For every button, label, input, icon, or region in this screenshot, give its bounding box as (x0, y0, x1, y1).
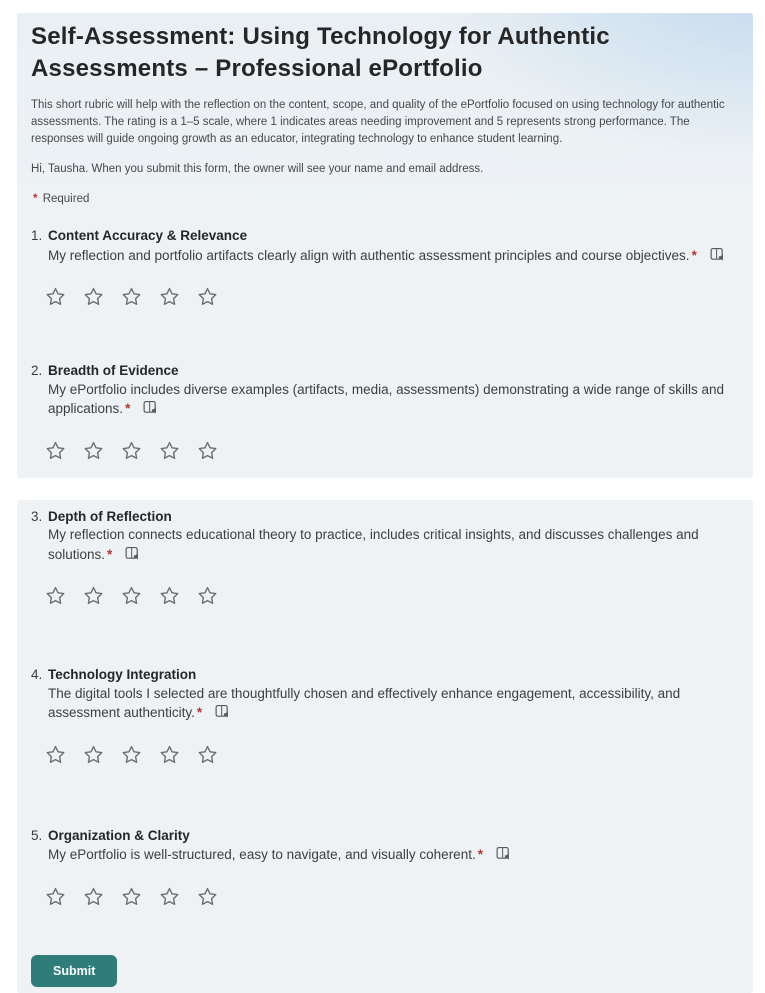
form-title: Self-Assessment: Using Technology for Authentic Assessments – Professional ePortfolio (31, 23, 610, 82)
question-block-5 (31, 827, 733, 907)
question-text-body: My ePortfolio is well-structured, easy to navigate, and visually coherent. (48, 847, 476, 863)
immersive-reader-icon[interactable] (124, 545, 141, 567)
required-asterisk: * (33, 193, 38, 206)
required-asterisk: * (107, 546, 113, 562)
question-number: 4. (31, 667, 43, 683)
star-rating-icon[interactable] (83, 744, 104, 765)
required-asterisk: * (125, 401, 131, 417)
star-rating-icon[interactable] (45, 585, 66, 606)
question-text-body: The digital tools I selected are thoughtfully chosen and effectively enhance engagement, accessibility, and assessment authenticity. (48, 685, 681, 721)
star-rating-group (45, 744, 733, 765)
signed-in-greeting: Hi, Tausha. When you submit this form, the owner will see your name and email address. (31, 163, 484, 176)
star-rating-icon[interactable] (45, 286, 66, 307)
star-rating-group (45, 440, 733, 461)
star-rating-icon[interactable] (121, 886, 142, 907)
question-title: Breadth of Evidence (48, 363, 179, 379)
star-rating-icon[interactable] (159, 744, 180, 765)
star-rating-icon[interactable] (45, 886, 66, 907)
immersive-reader-icon[interactable] (142, 399, 159, 421)
form-header-card (17, 13, 753, 478)
question-title: Organization & Clarity (48, 827, 190, 843)
star-rating-icon[interactable] (159, 440, 180, 461)
star-rating-icon[interactable] (197, 286, 218, 307)
question-text (48, 381, 728, 422)
question-text (48, 685, 728, 726)
submit-button[interactable]: Submit (31, 955, 117, 987)
star-rating-icon[interactable] (197, 585, 218, 606)
star-rating-icon[interactable] (197, 886, 218, 907)
star-rating-icon[interactable] (45, 440, 66, 461)
immersive-reader-icon[interactable] (214, 703, 231, 725)
required-asterisk: * (196, 705, 203, 721)
required-label: Required (42, 193, 90, 206)
question-text (48, 246, 728, 268)
star-rating-icon[interactable] (83, 440, 104, 461)
star-rating-icon[interactable] (83, 886, 104, 907)
question-block-3 (31, 508, 733, 606)
question-text (48, 526, 728, 567)
question-text (48, 845, 728, 867)
star-rating-icon[interactable] (45, 744, 66, 765)
star-rating-icon[interactable] (197, 440, 218, 461)
star-rating-icon[interactable] (83, 585, 104, 606)
immersive-reader-icon[interactable] (709, 246, 726, 268)
star-rating-icon[interactable] (159, 585, 180, 606)
star-rating-icon[interactable] (159, 886, 180, 907)
form-body-card (17, 500, 753, 993)
star-rating-icon[interactable] (197, 744, 218, 765)
required-asterisk: * (691, 247, 697, 263)
star-rating-icon[interactable] (121, 286, 142, 307)
question-title: Depth of Reflection (48, 509, 172, 524)
star-rating-icon[interactable] (83, 286, 104, 307)
question-text-body: My reflection and portfolio artifacts clearly align with authentic assessment principles and course objectives. (48, 247, 690, 263)
star-rating-group (45, 585, 733, 606)
star-rating-group (45, 886, 733, 907)
star-rating-icon[interactable] (121, 440, 142, 461)
required-asterisk: * (477, 847, 483, 863)
question-title: Content Accuracy & Relevance (48, 228, 248, 244)
star-rating-icon[interactable] (159, 286, 180, 307)
star-rating-icon[interactable] (121, 585, 142, 606)
question-number: 2. (31, 363, 43, 379)
form-description: This short rubric will help with the reflection on the content, scope, and quality of the ePortfolio focused on using technology for authentic assessments. The rating is a 1–5 scale, where 1 indicates areas needing improvement and 5 represents strong performance. The responses will guide ongoing growth as an educator, integrating technology to enhance student learning. (31, 99, 725, 145)
question-number: 1. (31, 228, 43, 244)
question-title: Technology Integration (48, 667, 197, 683)
required-note (31, 193, 733, 205)
question-block-1 (31, 227, 733, 307)
question-block-2 (31, 362, 733, 460)
question-block-4 (31, 666, 733, 764)
question-number: 5. (31, 827, 43, 843)
question-text-body: My ePortfolio includes diverse examples (artifacts, media, assessments) demonstrating a wide range of skills and applications. (48, 381, 725, 417)
star-rating-icon[interactable] (121, 744, 142, 765)
question-number: 3. (31, 509, 43, 524)
immersive-reader-icon[interactable] (495, 845, 512, 867)
star-rating-group (45, 286, 733, 307)
question-text-body: My reflection connects educational theory to practice, includes critical insights, and discusses challenges and solutions. (48, 527, 699, 562)
